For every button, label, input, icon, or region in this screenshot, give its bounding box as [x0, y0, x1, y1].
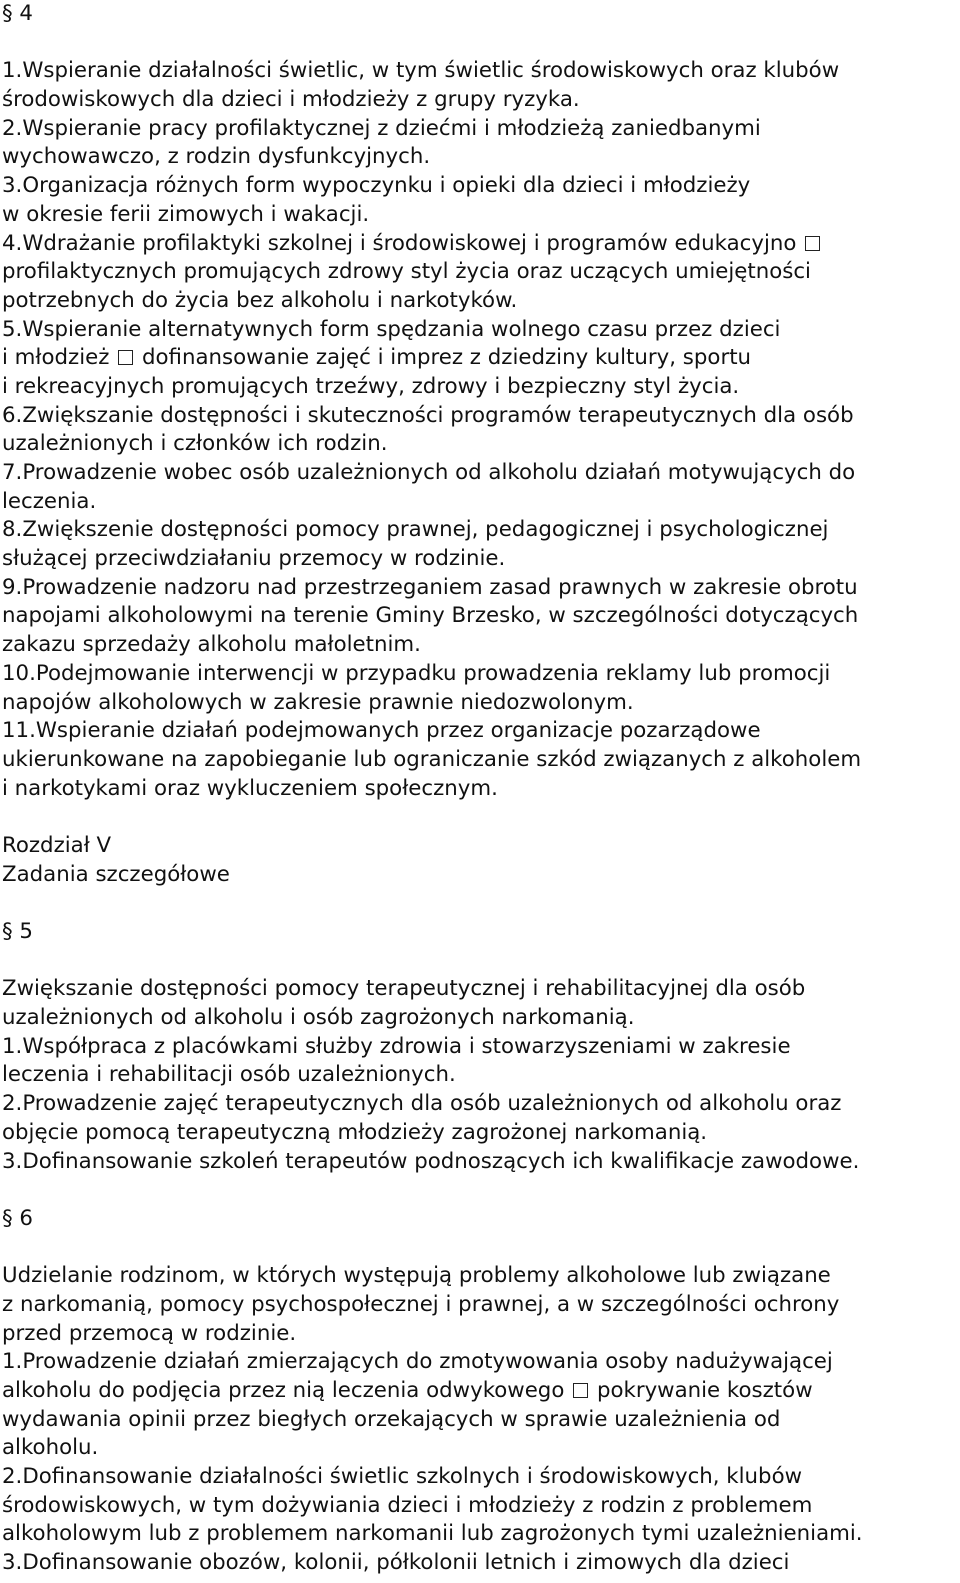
text-line: napojami alkoholowymi na terenie Gminy Brzesko, w szczególności dotyczących — [2, 603, 859, 629]
text-line: 3.Dofinansowanie obozów, kolonii, półkolonii letnich i zimowych dla dzieci — [2, 1550, 790, 1576]
text-fragment: alkoholu do podjęcia przez nią leczenia odwykowego — [2, 1378, 565, 1403]
blank-line — [2, 803, 954, 832]
text-line: leczenia i rehabilitacji osób uzależnionych. — [2, 1062, 456, 1088]
blank-line — [2, 1176, 954, 1205]
text-line: 1.Prowadzenie działań zmierzających do zmotywowania osoby nadużywającej — [2, 1349, 833, 1375]
text-line: uzależnionych i członków ich rodzin. — [2, 431, 388, 457]
text-line: 10.Podejmowanie interwencji w przypadku prowadzenia reklamy lub promocji — [2, 660, 831, 686]
chapter-title: Rozdział V — [2, 832, 112, 858]
text-line: wydawania opinii przez biegłych orzekających w sprawie uzależnienia od — [2, 1406, 781, 1432]
text-line: środowiskowych dla dzieci i młodzieży z grupy ryzyka. — [2, 87, 580, 113]
missing-glyph-icon — [805, 236, 820, 251]
text-fragment: dofinansowanie zajęć i imprez z dziedziny kultury, sportu — [141, 345, 752, 371]
chapter-subtitle: Zadania szczegółowe — [2, 861, 230, 887]
text-line: 3.Dofinansowanie szkoleń terapeutów podnoszących ich kwalifikacje zawodowe. — [2, 1148, 860, 1174]
text-line: 8.Zwiększenie dostępności pomocy prawnej, pedagogicznej i psychologicznej — [2, 517, 829, 543]
blank-line — [2, 1234, 954, 1263]
text-line: 5.Wspieranie alternatywnych form spędzania wolnego czasu przez dzieci — [2, 316, 781, 342]
text-line: leczenia. — [2, 488, 97, 514]
text-line: 2.Prowadzenie zajęć terapeutycznych dla osób uzależnionych od alkoholu oraz — [2, 1091, 842, 1117]
missing-glyph-icon — [573, 1383, 588, 1398]
text-line: przed przemocą w rodzinie. — [2, 1320, 297, 1346]
text-line: i narkotykami oraz wykluczeniem społecznym. — [2, 775, 498, 801]
text-line: z narkomanią, pomocy psychospołecznej i prawnej, a w szczególności ochrony — [2, 1291, 840, 1317]
text-line: napojów alkoholowych w zakresie prawnie niedozwolonym. — [2, 689, 634, 715]
text-line: 6.Zwiększanie dostępności i skuteczności programów terapeutycznych dla osób — [2, 402, 854, 428]
text-line: profilaktycznych promujących zdrowy styl życia oraz uczących umiejętności — [2, 259, 811, 285]
text-line: uzależnionych od alkoholu i osób zagrożonych narkomanią. — [2, 1005, 635, 1031]
text-fragment: i młodzież — [2, 345, 110, 371]
text-line: wychowawczo, z rodzin dysfunkcyjnych. — [2, 144, 431, 170]
text-fragment: 4.Wdrażanie profilaktyki szkolnej i środowiskowej i programów edukacyjno — [2, 230, 797, 256]
missing-glyph-icon — [118, 350, 133, 365]
text-line: 1.Współpraca z placówkami służby zdrowia i stowarzyszeniami w zakresie — [2, 1033, 791, 1059]
text-line: Zwiększanie dostępności pomocy terapeutycznej i rehabilitacyjnej dla osób — [2, 976, 806, 1002]
blank-line — [2, 889, 954, 918]
text-line: i rekreacyjnych promujących trzeźwy, zdrowy i bezpieczny styl życia. — [2, 373, 740, 399]
text-line: 11.Wspieranie działań podejmowanych przez organizacje pozarządowe — [2, 718, 761, 744]
text-line: środowiskowych, w tym dożywiania dzieci i młodzieży z rodzin z problemem — [2, 1492, 813, 1518]
text-line: w okresie ferii zimowych i wakacji. — [2, 201, 370, 227]
text-line: alkoholu. — [2, 1435, 99, 1461]
text-line: służącej przeciwdziałaniu przemocy w rodzinie. — [2, 546, 506, 572]
blank-line — [2, 947, 954, 976]
section-heading: § 6 — [2, 1205, 33, 1231]
text-line: 2.Dofinansowanie działalności świetlic szkolnych i środowiskowych, klubów — [2, 1464, 803, 1490]
text-line — [2, 344, 954, 373]
text-line: 3.Organizacja różnych form wypoczynku i opieki dla dzieci i młodzieży — [2, 173, 751, 199]
text-line: objęcie pomocą terapeutyczną młodzieży zagrożonej narkomanią. — [2, 1119, 708, 1145]
blank-line — [2, 29, 954, 58]
text-line: alkoholowym lub z problemem narkomanii lub zagrożonych tymi uzależnieniami. — [2, 1521, 863, 1547]
section-heading: § 5 — [2, 919, 33, 944]
text-line: ukierunkowane na zapobieganie lub ograniczanie szkód związanych z alkoholem — [2, 746, 862, 772]
text-fragment: pokrywanie kosztów — [596, 1378, 813, 1403]
text-line: 2.Wspieranie pracy profilaktycznej z dziećmi i młodzieżą zaniedbanymi — [2, 115, 761, 141]
text-line — [2, 230, 954, 259]
text-line: potrzebnych do życia bez alkoholu i narkotyków. — [2, 287, 518, 313]
text-line: zakazu sprzedaży alkoholu małoletnim. — [2, 632, 421, 658]
text-line: 1.Wspieranie działalności świetlic, w tym świetlic środowiskowych oraz klubów — [2, 58, 840, 84]
document-page — [2, 0, 954, 1578]
section-heading: § 4 — [2, 1, 33, 26]
text-line: 7.Prowadzenie wobec osób uzależnionych od alkoholu działań motywujących do — [2, 460, 856, 485]
text-line: 9.Prowadzenie nadzoru nad przestrzeganiem zasad prawnych w zakresie obrotu — [2, 574, 858, 600]
text-line — [2, 1377, 954, 1406]
text-line: Udzielanie rodzinom, w których występują problemy alkoholowe lub związane — [2, 1263, 831, 1289]
